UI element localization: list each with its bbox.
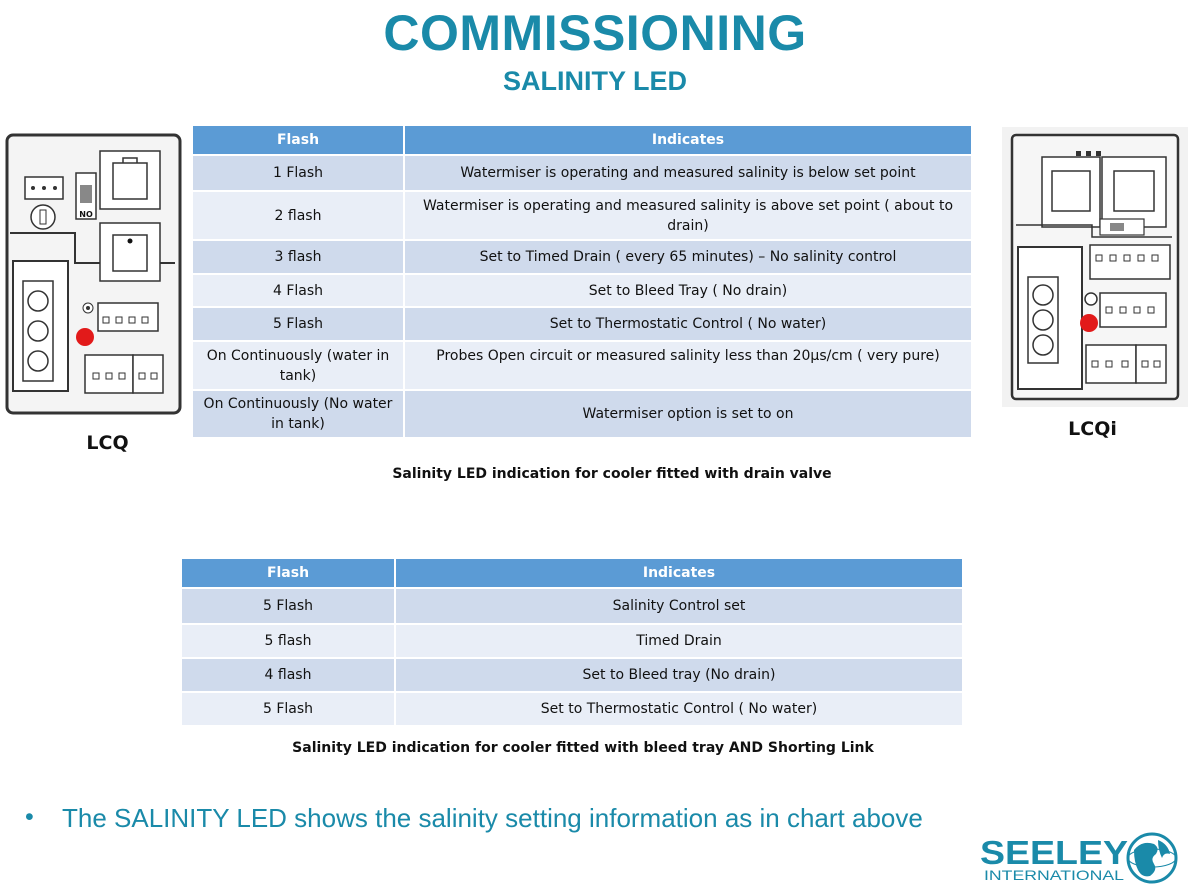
lcq-label: LCQ bbox=[86, 432, 129, 454]
no-switch-label: NO bbox=[79, 210, 93, 219]
indicates-cell: Set to Bleed Tray ( No drain) bbox=[405, 275, 971, 306]
page-title: COMMISSIONING bbox=[383, 5, 807, 61]
column-header-flash: Flash bbox=[193, 126, 405, 154]
table-row bbox=[193, 342, 971, 389]
salinity-table-drain-valve bbox=[193, 124, 971, 439]
flash-cell: On Continuously (water in tank) bbox=[193, 342, 405, 389]
table-row bbox=[193, 308, 971, 340]
bullet-marker: • bbox=[25, 803, 34, 831]
lcqi-board-illustration bbox=[1002, 127, 1188, 407]
table2-caption: Salinity LED indication for cooler fitted with bleed tray AND Shorting Link bbox=[292, 740, 874, 756]
indicates-cell: Set to Bleed tray (No drain) bbox=[396, 659, 962, 691]
lcq-board-illustration bbox=[5, 133, 183, 417]
table-row bbox=[193, 156, 971, 190]
table1-caption: Salinity LED indication for cooler fitted with drain valve bbox=[392, 466, 832, 482]
salinity-table-bleed-tray bbox=[182, 557, 962, 727]
indicates-cell: Watermiser option is set to on bbox=[405, 391, 971, 437]
flash-cell: On Continuously (No water in tank) bbox=[193, 391, 405, 437]
column-header-indicates: Indicates bbox=[396, 559, 962, 587]
column-header-flash: Flash bbox=[182, 559, 396, 587]
flash-cell: 4 flash bbox=[182, 659, 396, 691]
flash-cell: 3 flash bbox=[193, 241, 405, 273]
flash-cell: 2 flash bbox=[193, 192, 405, 239]
table-row bbox=[182, 625, 962, 657]
table-row bbox=[182, 693, 962, 725]
flash-cell: 1 Flash bbox=[193, 156, 405, 190]
indicates-cell: Set to Timed Drain ( every 65 minutes) – No salinity control bbox=[405, 241, 971, 273]
page-subtitle: SALINITY LED bbox=[502, 66, 688, 96]
table-row bbox=[182, 589, 962, 623]
lcqi-label: LCQi bbox=[1068, 418, 1117, 440]
table-row bbox=[193, 275, 971, 306]
flash-cell: 5 flash bbox=[182, 625, 396, 657]
indicates-cell: Watermiser is operating and measured salinity is above set point ( about to drain) bbox=[405, 192, 971, 239]
flash-cell: 5 Flash bbox=[182, 693, 396, 725]
table-row bbox=[193, 192, 971, 239]
salinity-led bbox=[76, 328, 94, 346]
logo-sub: INTERNATIONAL bbox=[984, 867, 1125, 883]
indicates-cell: Watermiser is operating and measured salinity is below set point bbox=[405, 156, 971, 190]
bullet-text: The SALINITY LED shows the salinity setting information as in chart above bbox=[62, 803, 923, 833]
indicates-cell: Set to Thermostatic Control ( No water) bbox=[396, 693, 962, 725]
indicates-cell: Salinity Control set bbox=[396, 589, 962, 623]
flash-cell: 5 Flash bbox=[182, 589, 396, 623]
table-row bbox=[193, 241, 971, 273]
flash-cell: 4 Flash bbox=[193, 275, 405, 306]
indicates-cell: Timed Drain bbox=[396, 625, 962, 657]
indicates-cell: Probes Open circuit or measured salinity less than 20µs/cm ( very pure) bbox=[405, 342, 971, 389]
logo-name: SEELEY bbox=[980, 834, 1128, 871]
column-header-indicates: Indicates bbox=[405, 126, 971, 154]
table-row bbox=[182, 659, 962, 691]
seeley-logo bbox=[978, 830, 1183, 890]
indicates-cell: Set to Thermostatic Control ( No water) bbox=[405, 308, 971, 340]
globe-icon bbox=[1128, 834, 1176, 882]
salinity-led bbox=[1080, 314, 1098, 332]
table-row bbox=[193, 391, 971, 437]
flash-cell: 5 Flash bbox=[193, 308, 405, 340]
